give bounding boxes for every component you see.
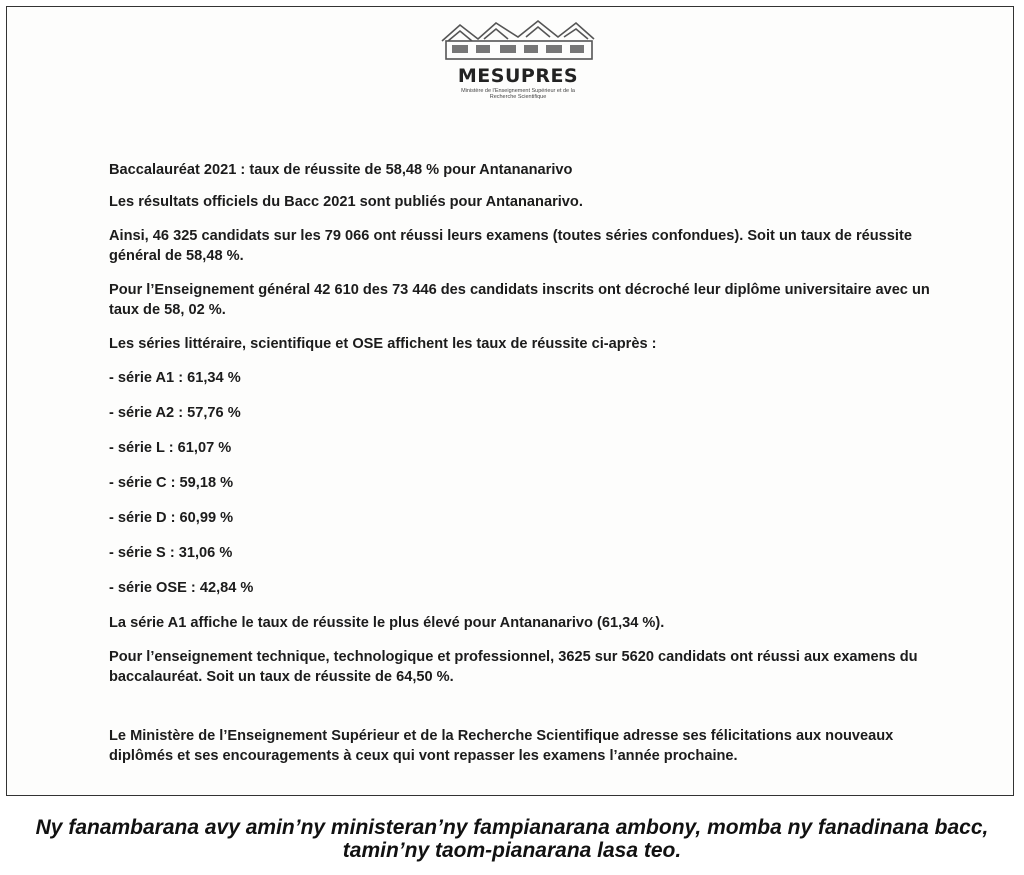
series-rate-item: - série S : 31,06 % [109, 545, 233, 561]
building-roofline-icon [438, 15, 598, 65]
mesupres-logo [438, 15, 598, 107]
series-rate-item: - série OSE : 42,84 % [109, 580, 254, 596]
paragraph: Les résultats officiels du Bacc 2021 sont publiés pour Antananarivo. [109, 194, 583, 210]
image-caption: Ny fanambarana avy amin’ny ministeran’ny fampianarana ambony, momba ny fanadinana bacc, tamin’ny taom-pianarana lasa teo. [35, 816, 989, 862]
logo-wordmark: MESUPRES [457, 65, 579, 87]
paragraph: La série A1 affiche le taux de réussite le plus élevé pour Antananarivo (61,34 %). [109, 615, 665, 631]
series-rate-item: - série A1 : 61,34 % [109, 370, 241, 386]
document-frame [6, 6, 1014, 796]
logo-subtitle: Ministère de l'Enseignement Supérieur et de la Recherche Scientifique [461, 88, 575, 100]
paragraph: Pour l’enseignement technique, technologique et professionnel, 3625 sur 5620 candidats ont réussi aux examens du baccalauréat. Soit un taux de réussite de 64,50 %. [109, 649, 918, 685]
series-rate-item: - série D : 60,99 % [109, 510, 234, 526]
document-title: Baccalauréat 2021 : taux de réussite de 58,48 % pour Antananarivo [109, 162, 573, 178]
paragraph: Ainsi, 46 325 candidats sur les 79 066 ont réussi leurs examens (toutes séries confondues). Soit un taux de réussite général de 58,48 %. [109, 228, 912, 264]
series-rate-item: - série A2 : 57,76 % [109, 405, 241, 421]
paragraph: Pour l’Enseignement général 42 610 des 73 446 des candidats inscrits ont décroché leur diplôme universitaire avec un taux de 58, 02 %. [109, 282, 930, 318]
closing-paragraph: Le Ministère de l’Enseignement Supérieur et de la Recherche Scientifique adresse ses félicitations aux nouveaux diplômés et ses encouragements à ceux qui vont repasser les examens l’année prochaine. [109, 728, 894, 764]
press-release-body [109, 160, 939, 766]
series-rate-item: - série C : 59,18 % [109, 475, 234, 491]
series-rate-item: - série L : 61,07 % [109, 440, 232, 456]
paragraph: Les séries littéraire, scientifique et OSE affichent les taux de réussite ci-après : [109, 336, 657, 352]
